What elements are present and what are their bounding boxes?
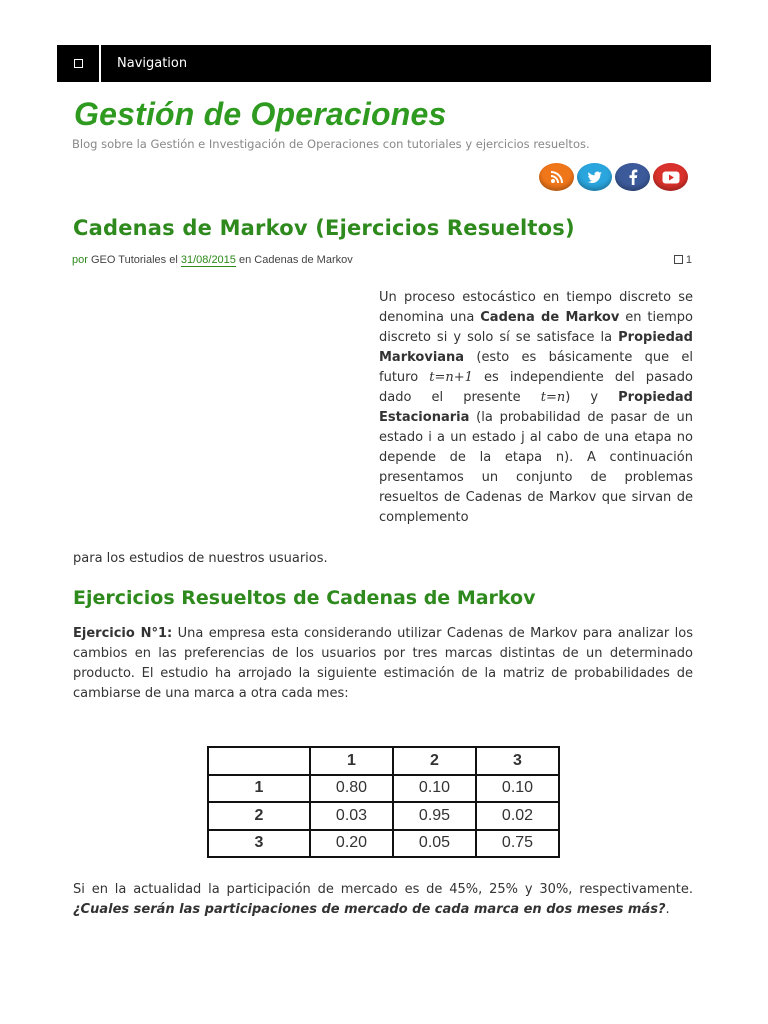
matrix-row: [208, 775, 559, 803]
comments-link[interactable]: [674, 254, 692, 266]
rss-icon[interactable]: [539, 163, 574, 191]
post-meta: [72, 254, 692, 270]
math-t-n: t=n: [540, 390, 566, 405]
site-description: Blog sobre la Gestión e Investigación de Operaciones con tutoriales y ejercicios resueltos.: [72, 137, 590, 151]
comments-count: 1: [685, 254, 692, 266]
meta-author[interactable]: GEO Tutoriales: [90, 254, 167, 266]
navigation-bar: [57, 45, 711, 82]
matrix-cell: 0.95: [393, 802, 476, 830]
matrix-cell: 0.03: [310, 802, 393, 830]
matrix-cell: 0.10: [393, 775, 476, 803]
twitter-icon[interactable]: [577, 163, 612, 191]
section-title: Ejercicios Resueltos de Cadenas de Markov: [73, 587, 536, 609]
meta-category[interactable]: Cadenas de Markov: [254, 254, 353, 266]
facebook-icon[interactable]: [615, 163, 650, 191]
term-cadena-de-markov: Cadena de Markov: [480, 310, 620, 325]
youtube-icon[interactable]: [653, 163, 688, 191]
post-title[interactable]: Cadenas de Markov (Ejercicios Resueltos): [73, 216, 575, 240]
question-text: ¿Cuales serán las participaciones de mercado de cada marca en dos meses más?: [73, 902, 666, 917]
matrix-cell: 0.75: [476, 830, 559, 858]
matrix-cell: 0.20: [310, 830, 393, 858]
transition-matrix-table: [207, 746, 560, 858]
exercise-1-paragraph: Ejercicio N°1: Una empresa esta considerando utilizar Cadenas de Markov para analizar los cambios en las preferencias de los usuarios por tres marcas distintas de un determinado producto. El estudio ha arrojado la siguiente estimación de la matriz de probabilidades de cambiarse de una marca a otra cada mes:: [73, 626, 693, 701]
matrix-cell: 0.10: [476, 775, 559, 803]
menu-icon[interactable]: [57, 45, 101, 82]
math-t-n-plus-1: t=n+1: [429, 370, 473, 385]
final-paragraph: Si en la actualidad la participación de mercado es de 45%, 25% y 30%, respectivamente. ¿Cuales serán las participaciones de mercado de cada marca en dos meses más?.: [73, 882, 693, 917]
exercise-1-label: Ejercicio N°1:: [73, 626, 173, 641]
matrix-cell: 0.80: [310, 775, 393, 803]
meta-date[interactable]: 31/08/2015: [180, 254, 236, 266]
term-propiedad-markoviana: Propiedad Markoviana: [379, 330, 693, 365]
intro-paragraph-end: para los estudios de nuestros usuarios.: [73, 551, 328, 566]
matrix-row: [208, 802, 559, 830]
term-propiedad-estacionaria: Propiedad Estacionaria: [379, 390, 693, 425]
matrix-row-label: 2: [208, 802, 310, 830]
site-title[interactable]: Gestión de Operaciones: [74, 96, 447, 132]
meta-by: por: [72, 254, 88, 266]
comment-icon: [674, 255, 683, 264]
matrix-row-label: 3: [208, 830, 310, 858]
matrix-cell: 0.02: [476, 802, 559, 830]
navigation-label[interactable]: Navigation: [117, 56, 188, 71]
matrix-cell: 0.05: [393, 830, 476, 858]
matrix-header-cell: 3: [476, 747, 559, 775]
meta-en: en: [238, 254, 252, 266]
social-links: [539, 163, 688, 191]
matrix-header-row: [208, 747, 559, 775]
matrix-row: [208, 830, 559, 858]
matrix-corner-cell: [208, 747, 310, 775]
matrix-row-label: 1: [208, 775, 310, 803]
matrix-header-cell: 2: [393, 747, 476, 775]
intro-paragraph: Un proceso estocástico en tiempo discreto se denomina una Cadena de Markov en tiempo discreto si y solo sí se satisface la Propiedad Markoviana (esto es básicamente que el futuro t=n+1 es independiente del pasado dado el presente t=n) y Propiedad Estacionaria (la probabilidad de pasar de un estado i a un estado j al cabo de una etapa no depende de la etapa n). A continuación presentamos un conjunto de problemas resueltos de Cadenas de Markov que sirvan de complemento: [379, 290, 694, 525]
meta-el: el: [169, 254, 178, 266]
matrix-header-cell: 1: [310, 747, 393, 775]
